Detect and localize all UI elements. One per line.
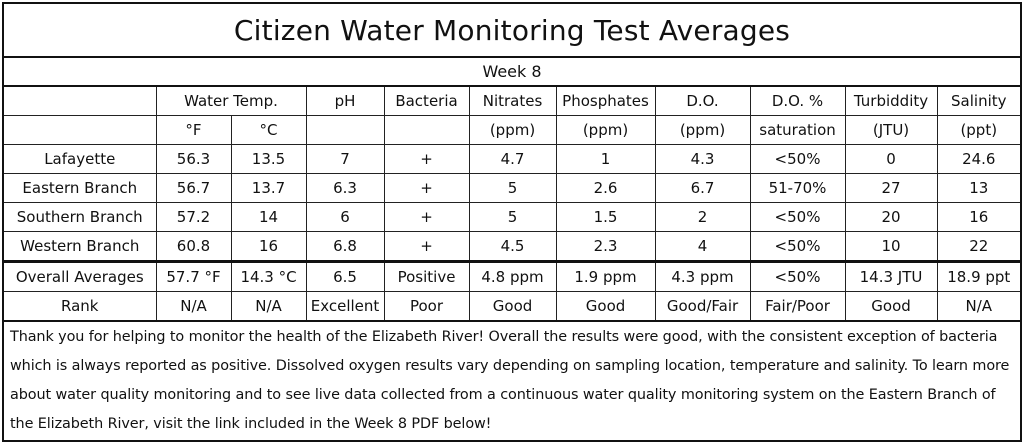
header-turbidity: Turbiddity bbox=[845, 87, 937, 116]
table-cell: 57.7 °F bbox=[156, 262, 231, 292]
table-cell: Good/Fair bbox=[655, 292, 750, 322]
table-row-lafayette bbox=[4, 145, 1020, 174]
header-row-parameters bbox=[4, 87, 1020, 116]
table-cell: 4 bbox=[655, 232, 750, 262]
table-cell: N/A bbox=[231, 292, 306, 322]
unit-do-percent: saturation bbox=[750, 116, 845, 145]
unit-turbidity: (JTU) bbox=[845, 116, 937, 145]
header-water-temp: Water Temp. bbox=[156, 87, 306, 116]
week-label: Week 8 bbox=[4, 58, 1020, 87]
unit-nitrates: (ppm) bbox=[469, 116, 556, 145]
table-cell: 4.3 ppm bbox=[655, 262, 750, 292]
table-cell: 6.8 bbox=[306, 232, 384, 262]
table-cell: 60.8 bbox=[156, 232, 231, 262]
table-cell: Good bbox=[556, 292, 655, 322]
table-cell: 2.3 bbox=[556, 232, 655, 262]
table-cell: 57.2 bbox=[156, 203, 231, 232]
table-cell: N/A bbox=[156, 292, 231, 322]
table-cell: <50% bbox=[750, 232, 845, 262]
header-row-units bbox=[4, 116, 1020, 145]
table-row-rank bbox=[4, 292, 1020, 322]
table-cell: 2 bbox=[655, 203, 750, 232]
unit-bacteria bbox=[384, 116, 469, 145]
unit-phosphates: (ppm) bbox=[556, 116, 655, 145]
table-row-southern-branch bbox=[4, 203, 1020, 232]
table-cell: Fair/Poor bbox=[750, 292, 845, 322]
header-corner bbox=[4, 87, 156, 116]
site-name: Eastern Branch bbox=[4, 174, 156, 203]
table-cell: Good bbox=[845, 292, 937, 322]
page-title: Citizen Water Monitoring Test Averages bbox=[4, 4, 1020, 58]
table-cell: 16 bbox=[231, 232, 306, 262]
table-cell: 4.5 bbox=[469, 232, 556, 262]
table-cell: 4.7 bbox=[469, 145, 556, 174]
table-cell: 56.3 bbox=[156, 145, 231, 174]
table-cell: 27 bbox=[845, 174, 937, 203]
table-cell: 56.7 bbox=[156, 174, 231, 203]
table-cell: 24.6 bbox=[937, 145, 1020, 174]
table-cell: 22 bbox=[937, 232, 1020, 262]
site-name: Lafayette bbox=[4, 145, 156, 174]
table-cell: N/A bbox=[937, 292, 1020, 322]
table-cell: 6.3 bbox=[306, 174, 384, 203]
table-cell: + bbox=[384, 203, 469, 232]
table-cell: Positive bbox=[384, 262, 469, 292]
summary-note: Thank you for helping to monitor the health of the Elizabeth River! Overall the results were good, with the consistent exception of bacteria which is always reported as positive. Dissolved oxygen results vary depending on sampling location, temperature and salinity. To learn more about water quality monitoring and to see live data collected from a continuous water quality monitoring system on the Eastern Branch of the Elizabeth River, visit the link included in the Week 8 PDF below! bbox=[10, 329, 1010, 432]
table-cell: Excellent bbox=[306, 292, 384, 322]
table-cell: 14 bbox=[231, 203, 306, 232]
table-cell: 4.8 ppm bbox=[469, 262, 556, 292]
table-cell: 13.7 bbox=[231, 174, 306, 203]
table-cell: 6 bbox=[306, 203, 384, 232]
table-cell: 20 bbox=[845, 203, 937, 232]
site-name: Southern Branch bbox=[4, 203, 156, 232]
table-cell: 13 bbox=[937, 174, 1020, 203]
table-cell: + bbox=[384, 232, 469, 262]
unit-celsius: °C bbox=[231, 116, 306, 145]
table-cell: <50% bbox=[750, 262, 845, 292]
table-cell: 4.3 bbox=[655, 145, 750, 174]
table-cell: 1 bbox=[556, 145, 655, 174]
table-row-eastern-branch bbox=[4, 174, 1020, 203]
table-cell: 51-70% bbox=[750, 174, 845, 203]
table-cell: Good bbox=[469, 292, 556, 322]
table-cell: <50% bbox=[750, 203, 845, 232]
table-cell: 7 bbox=[306, 145, 384, 174]
table-row-overall-averages bbox=[4, 262, 1020, 292]
table-cell: 0 bbox=[845, 145, 937, 174]
table-cell: 18.9 ppt bbox=[937, 262, 1020, 292]
header-do-percent: D.O. % bbox=[750, 87, 845, 116]
table-cell: 5 bbox=[469, 174, 556, 203]
averages-label: Overall Averages bbox=[4, 262, 156, 292]
site-name: Western Branch bbox=[4, 232, 156, 262]
table-cell: 13.5 bbox=[231, 145, 306, 174]
table-cell: 14.3 JTU bbox=[845, 262, 937, 292]
table-cell: 6.5 bbox=[306, 262, 384, 292]
table-cell: 5 bbox=[469, 203, 556, 232]
header-nitrates: Nitrates bbox=[469, 87, 556, 116]
unit-fahrenheit: °F bbox=[156, 116, 231, 145]
table-row-western-branch bbox=[4, 232, 1020, 262]
table-cell: + bbox=[384, 145, 469, 174]
unit-ph bbox=[306, 116, 384, 145]
table-cell: 10 bbox=[845, 232, 937, 262]
water-monitoring-sheet bbox=[2, 2, 1022, 442]
header-ph: pH bbox=[306, 87, 384, 116]
header-bacteria: Bacteria bbox=[384, 87, 469, 116]
header-phosphates: Phosphates bbox=[556, 87, 655, 116]
table-cell: 2.6 bbox=[556, 174, 655, 203]
table-cell: Poor bbox=[384, 292, 469, 322]
rank-label: Rank bbox=[4, 292, 156, 322]
header-salinity: Salinity bbox=[937, 87, 1020, 116]
unit-salinity: (ppt) bbox=[937, 116, 1020, 145]
unit-do: (ppm) bbox=[655, 116, 750, 145]
table-cell: <50% bbox=[750, 145, 845, 174]
table-cell: 6.7 bbox=[655, 174, 750, 203]
results-table bbox=[4, 87, 1020, 322]
unit-corner bbox=[4, 116, 156, 145]
table-cell: 14.3 °C bbox=[231, 262, 306, 292]
header-do: D.O. bbox=[655, 87, 750, 116]
table-cell: 16 bbox=[937, 203, 1020, 232]
table-cell: 1.9 ppm bbox=[556, 262, 655, 292]
table-cell: + bbox=[384, 174, 469, 203]
table-cell: 1.5 bbox=[556, 203, 655, 232]
